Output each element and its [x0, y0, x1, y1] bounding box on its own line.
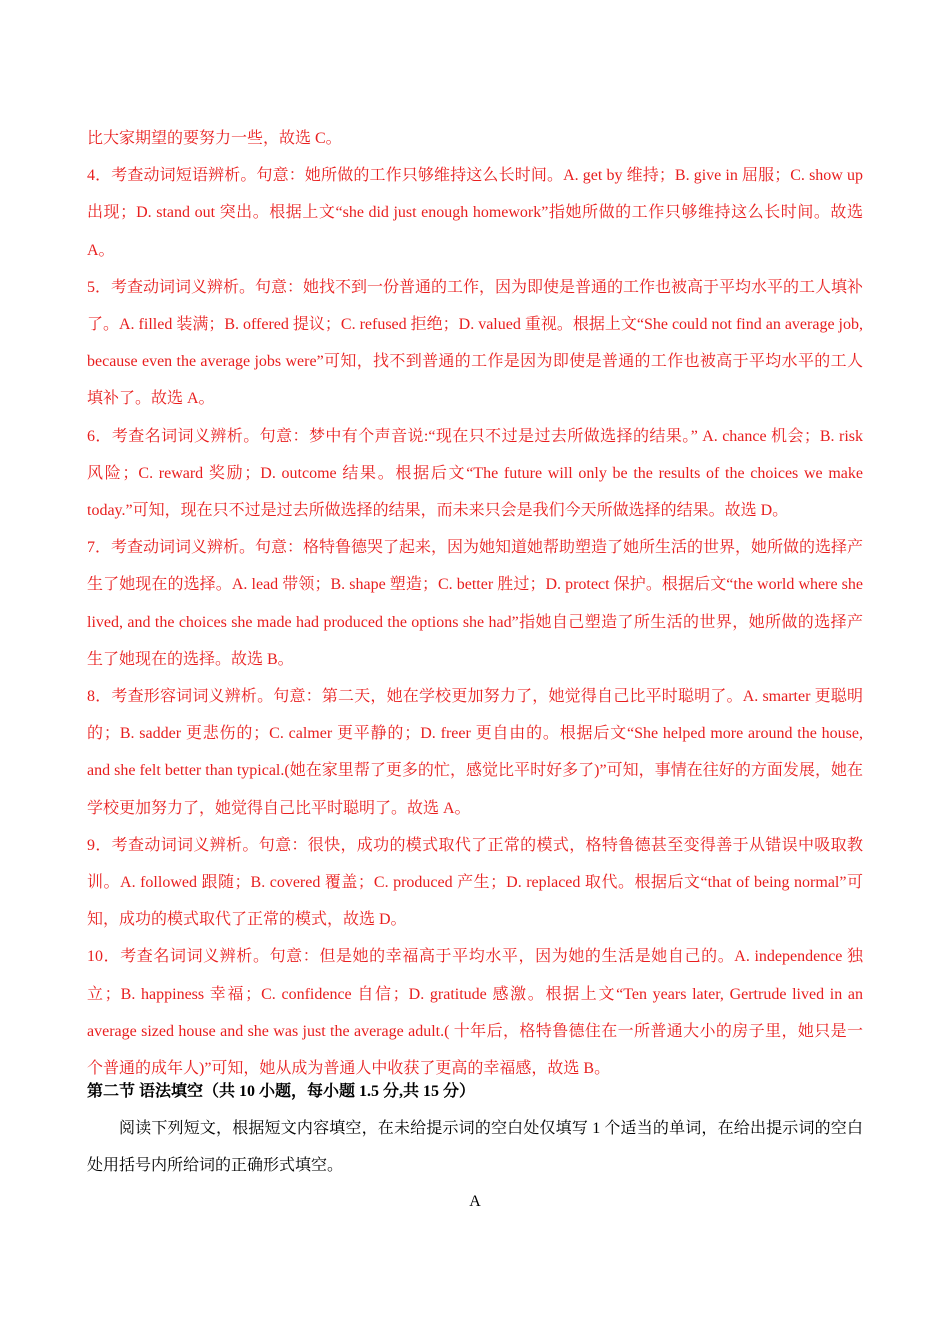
answer-item-8: 8．考查形容词词义辨析。句意：第二天，她在学校更加努力了，她觉得自己比平时聪明了。A. smarter 更聪明的；B. sadder 更悲伤的；C. calmer 更平静的；D. freer 更自由的。根据后文“She helped more around the house, and she felt better than typical.(她在家里帮了更多的忙，感觉比平时好多了)”可知，事情在往好的方面发展，她在学校更加努力了，她觉得自己比平时聪明了。故选 A。: [87, 688, 863, 817]
answer-item-6: 6．考查名词词义辨析。句意：梦中有个声音说:“现在只不过是过去所做选择的结果。” A. chance 机会；B. risk 风险；C. reward 奖励；D. outcome 结果。根据后文“The future will only be the results of the choices we make today.”可知，现在只不过是过去所做选择的结果，而未来只会是我们今天所做选择的结果。故选 D。: [87, 427, 863, 520]
answer-continuation: 比大家期望的要努力一些，故选 C。: [87, 130, 342, 147]
answer-item-4: 4．考查动词短语辨析。句意：她所做的工作只够维持这么长时间。A. get by 维持；B. give in 屈服；C. show up 出现；D. stand out 突出。根据上文“she did just enough homework”指她所做的工作只够维持这么长时间。故选 A。: [87, 167, 863, 259]
answer-item-10: 10．考查名词词义辨析。句意：但是她的幸福高于平均水平，因为她的生活是她自己的。A. independence 独立；B. happiness 幸福；C. confidence 自信；D. gratitude 感激。根据上文“Ten years later, Gertrude lived in an average sized house and she was just the average adult.( 十年后，格特鲁德住在一所普通大小的房子里，她只是一个普通的成年人)”可知，她从成为普通人中收获了更高的幸福感，故选 B。: [87, 948, 863, 1078]
answer-item-5: 5．考查动词词义辨析。句意：她找不到一份普通的工作，因为即使是普通的工作也被高于平均水平的工人填补了。A. filled 装满；B. offered 提议；C. refused 拒绝；D. valued 重视。根据上文“She could not find an average job, because even the average jobs were”可知，找不到普通的工作是因为即使是普通的工作也被高于平均水平的工人填补了。故选 A。: [87, 278, 864, 408]
answer-explanations: [87, 120, 863, 1087]
passage-label: A: [469, 1193, 481, 1210]
answer-item-7: 7．考查动词词义辨析。句意：格特鲁德哭了起来，因为她知道她帮助塑造了她所生活的世界，她所做的选择产生了她现在的选择。A. lead 带领；B. shape 塑造；C. better 胜过；D. protect 保护。根据后文“the world where she lived, and the choices she made had produced the options she had”指她自己塑造了所生活的世界，她所做的选择产生了她现在的选择。故选 B。: [87, 539, 864, 668]
section-instructions: 阅读下列短文，根据短文内容填空，在未给提示词的空白处仅填写 1 个适当的单词，在给出提示词的空白处用括号内所给词的正确形式填空。: [87, 1120, 863, 1174]
answer-item-9: 9．考查动词词义辨析。句意：很快，成功的模式取代了正常的模式，格特鲁德甚至变得善于从错误中吸取教训。A. followed 跟随；B. covered 覆盖；C. produced 产生；D. replaced 取代。根据后文“that of being normal”可知，成功的模式取代了正常的模式，故选 D。: [87, 836, 863, 929]
grammar-section: [87, 1074, 863, 1220]
section-title: 第二节 语法填空（共 10 小题，每小题 1.5 分,共 15 分）: [87, 1083, 476, 1100]
